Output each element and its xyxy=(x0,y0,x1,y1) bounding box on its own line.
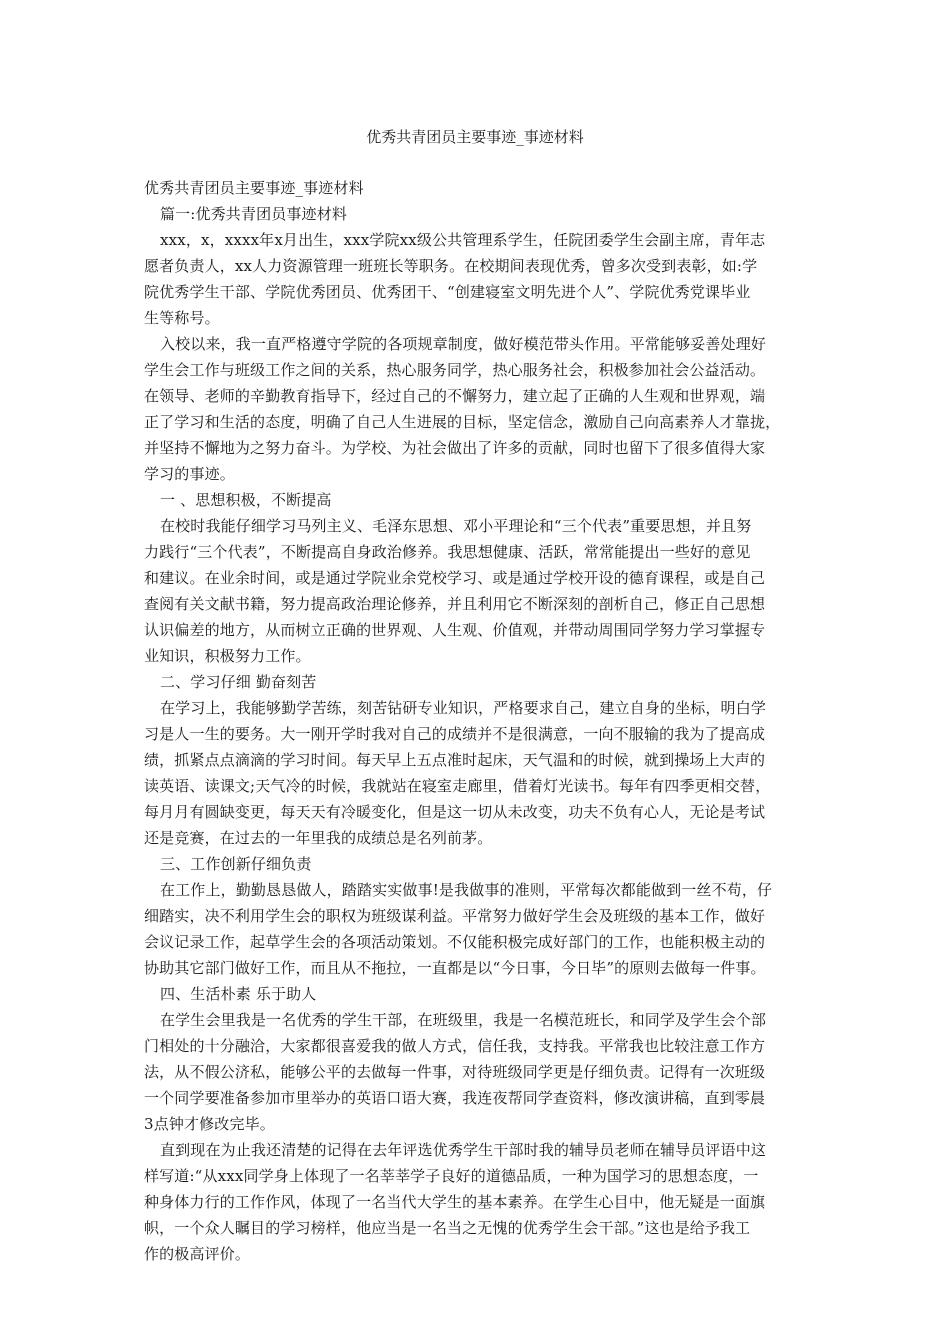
text-line: 二、学习仔细 勤奋刻苦 xyxy=(160,673,317,691)
text-line: 种身体力行的工作作风，体现了一名当代大学生的基本素养。在学生心目中，他无疑是一面旗 xyxy=(144,1193,766,1211)
text-line: 并坚持不懈地为之努力奋斗。为学校、为社会做出了许多的贡献，同时也留下了很多值得大家 xyxy=(144,439,766,457)
text-line: 认识偏差的地方，从而树立正确的世界观、人生观、价值观，并带动周围同学努力学习掌握专 xyxy=(144,621,766,639)
document-title: 优秀共青团员主要事迹_事迹材料 xyxy=(366,128,584,146)
text-line: 力践行“三个代表”，不断提高自身政治修养。我思想健康、活跃，常常能提出一些好的意见 xyxy=(144,543,751,561)
text-line: 法，从不假公济私，能够公平的去做每一件事，对待班级同学更是仔细负责。记得有一次班级 xyxy=(144,1063,766,1081)
text-line: 还是竞赛，在过去的一年里我的成绩总是名列前茅。 xyxy=(144,829,493,847)
text-line: 作的极高评价。 xyxy=(144,1245,251,1263)
text-line: 愿者负责人，xx人力资源管理一班班长等职务。在校期间表现优秀，曾多次受到表彰，如:学 xyxy=(144,257,758,275)
text-line: 会议记录工作，起草学生会的各项活动策划。不仅能积极完成好部门的工作，也能积极主动的 xyxy=(144,933,766,951)
text-line: 入校以来，我一直严格遵守学院的各项规章制度，做好模范带头作用。平常能够妥善处理好 xyxy=(160,335,767,353)
text-line: 正了学习和生活的态度，明确了自己人生进展的目标，坚定信念，激励自己向高素养人才靠拢， xyxy=(144,413,781,431)
text-line: 在学生会里我是一名优秀的学生干部，在班级里，我是一名模范班长，和同学及学生会个部 xyxy=(160,1011,767,1029)
text-line: xxx，x，xxxx年x月出生，xxx学院xx级公共管理系学生，任院团委学生会副主席，青年志 xyxy=(160,231,766,249)
text-line: 在校时我能仔细学习马列主义、毛泽东思想、邓小平理论和“三个代表”重要思想，并且努 xyxy=(160,517,752,535)
text-line: 学生会工作与班级工作之间的关系，热心服务同学，热心服务社会，积极参加社会公益活动。 xyxy=(144,361,766,379)
text-line: 生等称号。 xyxy=(144,309,220,327)
text-line: 业知识，积极努力工作。 xyxy=(144,647,311,665)
text-line: 绩，抓紧点点滴滴的学习时间。每天早上五点准时起床，天气温和的时候，就到操场上大声的 xyxy=(144,751,766,769)
text-line: 门相处的十分融洽，大家都很喜爱我的做人方式，信任我，支持我。平常我也比较注意工作方 xyxy=(144,1037,766,1055)
text-line: 一 、思想积极，不断提高 xyxy=(160,491,332,509)
text-line: 学习的事迹。 xyxy=(144,465,235,483)
text-line: 查阅有关文献书籍，努力提高政治理论修养，并且利用它不断深刻的剖析自己，修正自己思想 xyxy=(144,595,766,613)
chapter-heading: 篇一:优秀共青团员事迹材料 xyxy=(160,205,348,223)
text-line: 三、工作创新仔细负责 xyxy=(160,855,312,873)
text-line: 在工作上，勤勤恳恳做人，踏踏实实做事!是我做事的准则，平常每次都能做到一丝不苟，仔 xyxy=(160,881,773,899)
text-line: 四、生活朴素 乐于助人 xyxy=(160,985,317,1003)
text-line: 读英语、读课文;天气冷的时候，我就站在寝室走廊里，借着灯光读书。每年有四季更相交替， xyxy=(144,777,771,795)
text-line: 院优秀学生干部、学院优秀团员、优秀团干、“创建寝室文明先进个人”、学院优秀党课毕业 xyxy=(144,283,751,301)
text-line: 帜，一个众人瞩目的学习榜样，他应当是一名当之无愧的优秀学生会干部。”这也是给予我工 xyxy=(144,1219,751,1237)
document-body xyxy=(144,175,812,1267)
text-line: 一个同学要准备参加市里举办的英语口语大赛，我连夜帮同学查资料，修改演讲稿，直到零晨 xyxy=(144,1089,766,1107)
document-subtitle: 优秀共青团员主要事迹_事迹材料 xyxy=(144,179,364,197)
text-line: 在学习上，我能够勤学苦练，刻苦钻研专业知识，严格要求自己，建立自身的坐标，明白学 xyxy=(160,699,767,717)
text-line: 直到现在为止我还清楚的记得在去年评选优秀学生干部时我的辅导员老师在辅导员评语中这 xyxy=(160,1141,767,1159)
text-line: 协助其它部门做好工作，而且从不拖拉，一直都是以“今日事，今日毕”的原则去做每一件事。 xyxy=(144,959,766,977)
text-line: 每月月有圆缺变更，每天天有冷暖变化，但是这一切从未改变，功夫不负有心人，无论是考试 xyxy=(144,803,766,821)
text-line: 和建议。在业余时间，或是通过学院业余党校学习、或是通过学校开设的德育课程，或是自己 xyxy=(144,569,766,587)
text-line: 在领导、老师的辛勤教育指导下，经过自己的不懈努力，建立起了正确的人生观和世界观，端 xyxy=(144,387,766,405)
text-line: 3点钟才修改完毕。 xyxy=(144,1115,275,1133)
text-line: 习是人一生的要务。大一刚开学时我对自己的成绩并不是很满意，一向不服输的我为了提高成 xyxy=(144,725,766,743)
text-line: 样写道:“从xxx同学身上体现了一名莘莘学子良好的道德品质，一种为国学习的思想态度，一 xyxy=(144,1167,759,1185)
text-line: 细踏实，决不利用学生会的职权为班级谋利益。平常努力做好学生会及班级的基本工作，做好 xyxy=(144,907,766,925)
